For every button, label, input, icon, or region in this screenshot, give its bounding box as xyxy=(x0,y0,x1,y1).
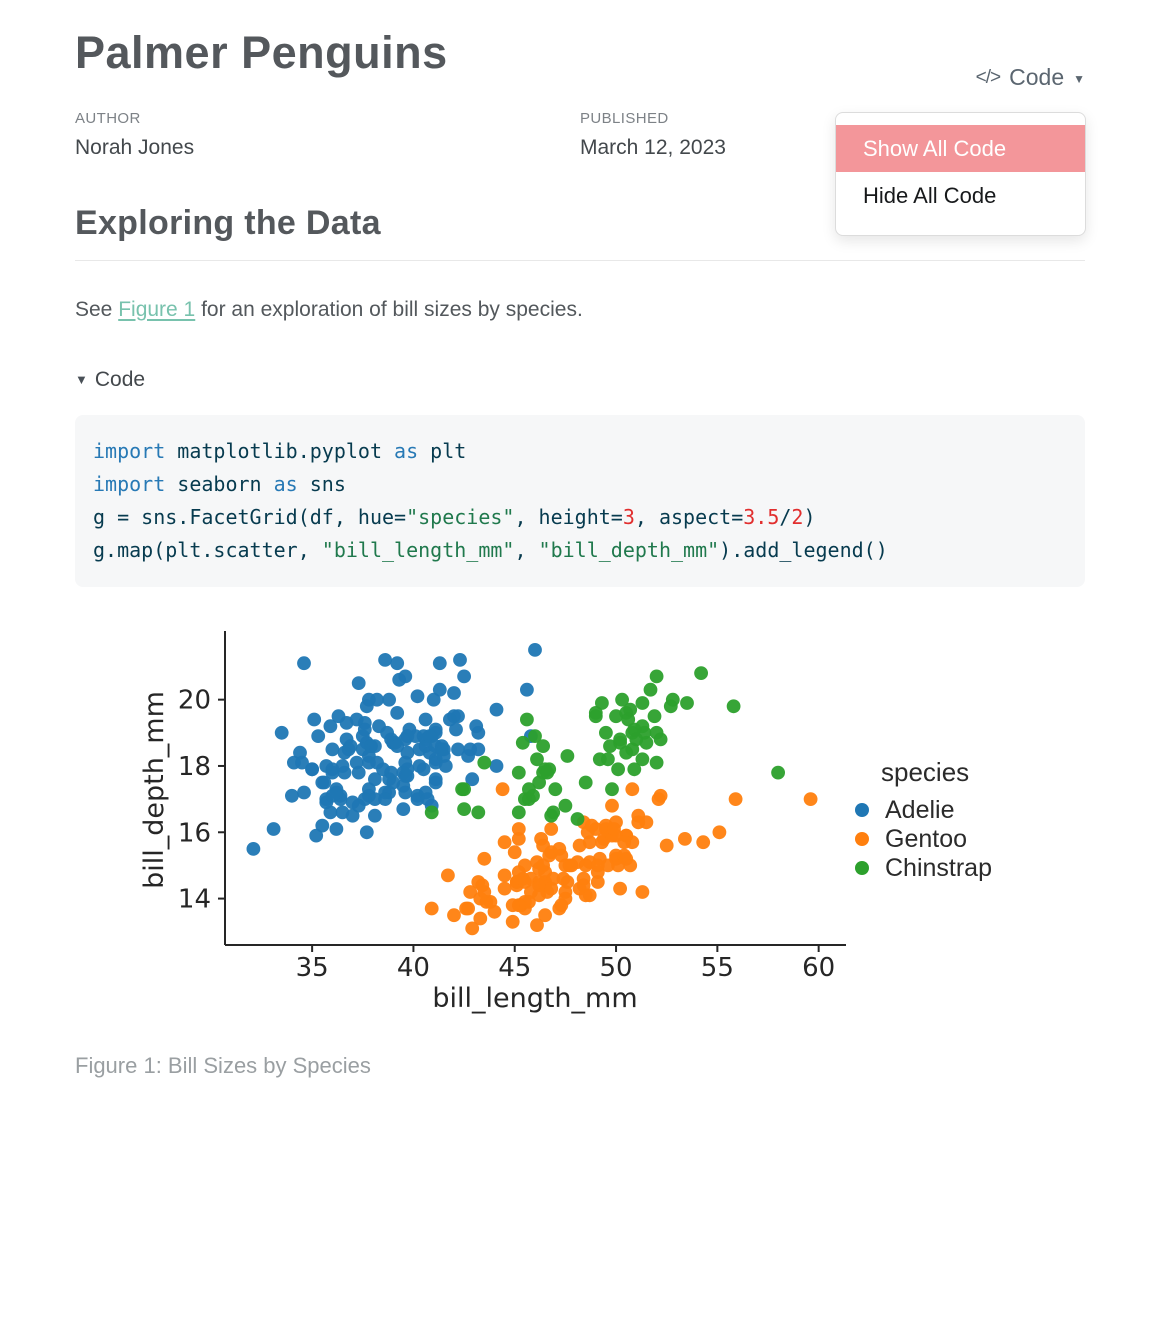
data-point-chinstrap xyxy=(605,782,619,796)
data-point-adelie xyxy=(368,772,382,786)
data-point-gentoo xyxy=(613,881,627,895)
data-point-adelie xyxy=(390,706,404,720)
data-point-chinstrap xyxy=(457,802,471,816)
data-point-adelie xyxy=(275,725,289,739)
legend-title: species xyxy=(881,756,970,787)
data-point-chinstrap xyxy=(666,692,680,706)
chinstrap-dot-icon xyxy=(855,861,869,875)
data-point-adelie xyxy=(398,785,412,799)
data-point-gentoo xyxy=(496,782,510,796)
data-point-adelie xyxy=(490,759,504,773)
data-point-gentoo xyxy=(605,798,619,812)
data-point-gentoo xyxy=(477,851,491,865)
data-point-gentoo xyxy=(447,908,461,922)
data-point-adelie xyxy=(417,762,431,776)
data-point-gentoo xyxy=(544,822,558,836)
data-point-gentoo xyxy=(536,838,550,852)
data-point-adelie xyxy=(401,729,415,743)
data-point-adelie xyxy=(437,742,451,756)
data-point-adelie xyxy=(338,745,352,759)
data-point-chinstrap xyxy=(457,782,471,796)
data-point-chinstrap xyxy=(627,762,641,776)
data-point-chinstrap xyxy=(727,699,741,713)
data-point-chinstrap xyxy=(648,709,662,723)
data-point-adelie xyxy=(520,682,534,696)
data-point-chinstrap xyxy=(680,696,694,710)
data-point-adelie xyxy=(390,656,404,670)
x-tick-label: 55 xyxy=(700,952,734,983)
data-point-adelie xyxy=(429,775,443,789)
data-point-chinstrap xyxy=(595,696,609,710)
intro-paragraph xyxy=(75,298,1085,322)
code-line: import matplotlib.pyplot as plt xyxy=(93,438,467,463)
data-point-adelie xyxy=(350,712,364,726)
data-point-gentoo xyxy=(544,881,558,895)
data-point-adelie xyxy=(311,729,325,743)
data-point-gentoo xyxy=(660,838,674,852)
legend-item-gentoo xyxy=(855,825,992,854)
data-point-gentoo xyxy=(696,835,710,849)
data-point-adelie xyxy=(285,788,299,802)
data-point-adelie xyxy=(332,709,346,723)
data-point-adelie xyxy=(401,762,415,776)
data-point-gentoo xyxy=(498,835,512,849)
data-point-adelie xyxy=(451,709,465,723)
figure-1-link[interactable]: Figure 1 xyxy=(118,297,196,321)
data-point-gentoo xyxy=(617,835,631,849)
paragraph-text-after: for an exploration of bill sizes by species. xyxy=(195,297,583,321)
code-line: g = sns.FacetGrid(df, hue="species", height=3, aspect=3.5/2) xyxy=(93,504,816,529)
data-point-adelie xyxy=(362,755,376,769)
code-dropdown-label: Code xyxy=(1009,64,1065,90)
data-point-chinstrap xyxy=(548,782,562,796)
data-point-adelie xyxy=(490,702,504,716)
legend-label-chinstrap: Chinstrap xyxy=(885,853,992,882)
x-tick-label: 45 xyxy=(498,952,532,983)
data-point-adelie xyxy=(396,802,410,816)
menu-item-hide-all-code[interactable]: Hide All Code xyxy=(863,183,997,208)
data-point-gentoo xyxy=(465,921,479,935)
data-point-adelie xyxy=(390,739,404,753)
code-dropdown-button[interactable] xyxy=(976,64,1085,91)
data-point-chinstrap xyxy=(650,669,664,683)
data-point-adelie xyxy=(447,686,461,700)
data-point-chinstrap xyxy=(512,805,526,819)
data-point-chinstrap xyxy=(599,725,613,739)
data-point-gentoo xyxy=(498,881,512,895)
data-point-gentoo xyxy=(729,792,743,806)
data-point-chinstrap xyxy=(561,749,575,763)
data-point-gentoo xyxy=(636,885,650,899)
section-heading: Exploring the Data xyxy=(75,203,381,242)
author-value: Norah Jones xyxy=(75,135,195,159)
data-point-gentoo xyxy=(654,788,668,802)
data-point-gentoo xyxy=(552,901,566,915)
legend-item-adelie xyxy=(855,796,992,825)
data-point-chinstrap xyxy=(636,696,650,710)
data-point-chinstrap xyxy=(638,725,652,739)
data-point-adelie xyxy=(461,749,475,763)
data-point-gentoo xyxy=(559,858,573,872)
data-point-chinstrap xyxy=(771,765,785,779)
data-point-adelie xyxy=(307,712,321,726)
author-block xyxy=(75,110,580,160)
data-point-chinstrap xyxy=(544,808,558,822)
data-point-gentoo xyxy=(473,891,487,905)
triangle-down-icon: ▼ xyxy=(75,372,88,387)
data-point-gentoo xyxy=(619,851,633,865)
published-label: PUBLISHED xyxy=(580,109,669,127)
data-point-gentoo xyxy=(512,822,526,836)
data-point-adelie xyxy=(330,822,344,836)
data-point-chinstrap xyxy=(623,702,637,716)
adelie-dot-icon xyxy=(855,803,869,817)
data-point-adelie xyxy=(413,742,427,756)
data-point-chinstrap xyxy=(516,735,530,749)
data-point-adelie xyxy=(297,785,311,799)
legend-label-gentoo: Gentoo xyxy=(885,824,968,853)
data-point-chinstrap xyxy=(559,798,573,812)
data-point-adelie xyxy=(449,722,463,736)
menu-item-show-all-code[interactable]: Show All Code xyxy=(836,125,1085,172)
data-point-chinstrap xyxy=(512,765,526,779)
section-divider xyxy=(75,260,1085,261)
code-dropdown-menu xyxy=(835,112,1086,236)
data-point-gentoo xyxy=(441,868,455,882)
y-tick-label: 20 xyxy=(177,685,211,716)
data-point-adelie xyxy=(528,643,542,657)
data-point-chinstrap xyxy=(471,805,485,819)
data-point-chinstrap xyxy=(694,666,708,680)
data-point-adelie xyxy=(419,712,433,726)
data-point-gentoo xyxy=(506,898,520,912)
data-point-chinstrap xyxy=(625,742,639,756)
data-point-adelie xyxy=(378,653,392,667)
data-point-adelie xyxy=(378,792,392,806)
data-point-adelie xyxy=(309,828,323,842)
code-fold-label: Code xyxy=(94,367,146,391)
figure-caption: Figure 1: Bill Sizes by Species xyxy=(75,1052,371,1078)
x-axis-label: bill_length_mm xyxy=(432,982,638,1014)
data-point-adelie xyxy=(305,762,319,776)
data-point-gentoo xyxy=(625,782,639,796)
data-point-gentoo xyxy=(577,878,591,892)
data-point-adelie xyxy=(360,699,374,713)
data-point-gentoo xyxy=(678,832,692,846)
author-label: AUTHOR xyxy=(75,109,141,127)
data-point-adelie xyxy=(453,653,467,667)
data-point-gentoo xyxy=(607,822,621,836)
data-point-chinstrap xyxy=(520,712,534,726)
data-point-adelie xyxy=(356,742,370,756)
data-point-gentoo xyxy=(640,815,654,829)
data-point-gentoo xyxy=(804,792,818,806)
y-tick-label: 14 xyxy=(177,884,211,915)
x-tick-label: 50 xyxy=(599,952,633,983)
data-point-adelie xyxy=(398,669,412,683)
data-point-gentoo xyxy=(536,858,550,872)
code-line: import seaborn as sns xyxy=(93,471,346,496)
y-axis-label: bill_depth_mm xyxy=(139,690,170,889)
x-tick-label: 40 xyxy=(396,952,430,983)
data-point-gentoo xyxy=(585,818,599,832)
data-point-chinstrap xyxy=(644,682,658,696)
data-point-adelie xyxy=(326,765,340,779)
y-tick-label: 18 xyxy=(177,751,211,782)
data-point-gentoo xyxy=(532,888,546,902)
data-point-chinstrap xyxy=(425,805,439,819)
data-point-adelie xyxy=(457,669,471,683)
legend-label-adelie: Adelie xyxy=(885,795,955,824)
data-point-gentoo xyxy=(538,908,552,922)
data-point-gentoo xyxy=(552,842,566,856)
data-point-gentoo xyxy=(512,865,526,879)
data-point-chinstrap xyxy=(654,732,668,746)
data-point-chinstrap xyxy=(625,725,639,739)
data-point-gentoo xyxy=(591,875,605,889)
data-point-adelie xyxy=(326,788,340,802)
data-point-adelie xyxy=(427,692,441,706)
data-point-adelie xyxy=(324,805,338,819)
chart-legend xyxy=(855,757,992,883)
data-point-adelie xyxy=(247,842,261,856)
data-point-adelie xyxy=(372,719,386,733)
data-point-adelie xyxy=(352,765,366,779)
data-point-chinstrap xyxy=(613,735,627,749)
paragraph-text-before: See xyxy=(75,297,119,321)
data-point-chinstrap xyxy=(579,775,593,789)
data-point-adelie xyxy=(433,656,447,670)
data-point-gentoo xyxy=(461,901,475,915)
page-title: Palmer Penguins xyxy=(75,27,448,78)
data-point-gentoo xyxy=(475,878,489,892)
figure-1 xyxy=(75,629,1085,1019)
data-point-chinstrap xyxy=(611,762,625,776)
data-point-adelie xyxy=(352,798,366,812)
x-tick-label: 35 xyxy=(295,952,329,983)
chevron-down-icon: ▼ xyxy=(1073,72,1085,86)
data-point-chinstrap xyxy=(530,752,544,766)
data-point-chinstrap xyxy=(477,755,491,769)
y-tick-label: 16 xyxy=(177,817,211,848)
data-point-chinstrap xyxy=(571,812,585,826)
data-point-adelie xyxy=(360,825,374,839)
data-point-chinstrap xyxy=(650,755,664,769)
code-line: g.map(plt.scatter, "bill_length_mm", "bill_depth_mm").add_legend() xyxy=(93,537,888,562)
code-fold-toggle[interactable] xyxy=(75,368,1085,392)
data-point-gentoo xyxy=(573,838,587,852)
data-point-adelie xyxy=(352,676,366,690)
data-point-gentoo xyxy=(571,855,585,869)
data-point-adelie xyxy=(469,719,483,733)
legend-item-chinstrap xyxy=(855,854,992,883)
data-point-gentoo xyxy=(713,825,727,839)
data-point-chinstrap xyxy=(536,739,550,753)
data-point-chinstrap xyxy=(601,752,615,766)
data-point-adelie xyxy=(382,692,396,706)
data-point-gentoo xyxy=(498,868,512,882)
data-point-adelie xyxy=(411,689,425,703)
data-point-adelie xyxy=(326,742,340,756)
data-point-adelie xyxy=(267,822,281,836)
document-page xyxy=(0,28,1160,1079)
gentoo-dot-icon xyxy=(855,832,869,846)
data-point-adelie xyxy=(297,656,311,670)
data-point-adelie xyxy=(421,792,435,806)
data-point-gentoo xyxy=(506,914,520,928)
data-point-gentoo xyxy=(508,845,522,859)
data-point-gentoo xyxy=(425,901,439,915)
code-icon: </> xyxy=(975,66,1001,88)
data-point-adelie xyxy=(368,808,382,822)
data-point-chinstrap xyxy=(522,792,536,806)
data-point-gentoo xyxy=(591,858,605,872)
code-block xyxy=(75,415,1085,587)
x-tick-label: 60 xyxy=(802,952,836,983)
published-value: March 12, 2023 xyxy=(580,135,726,159)
